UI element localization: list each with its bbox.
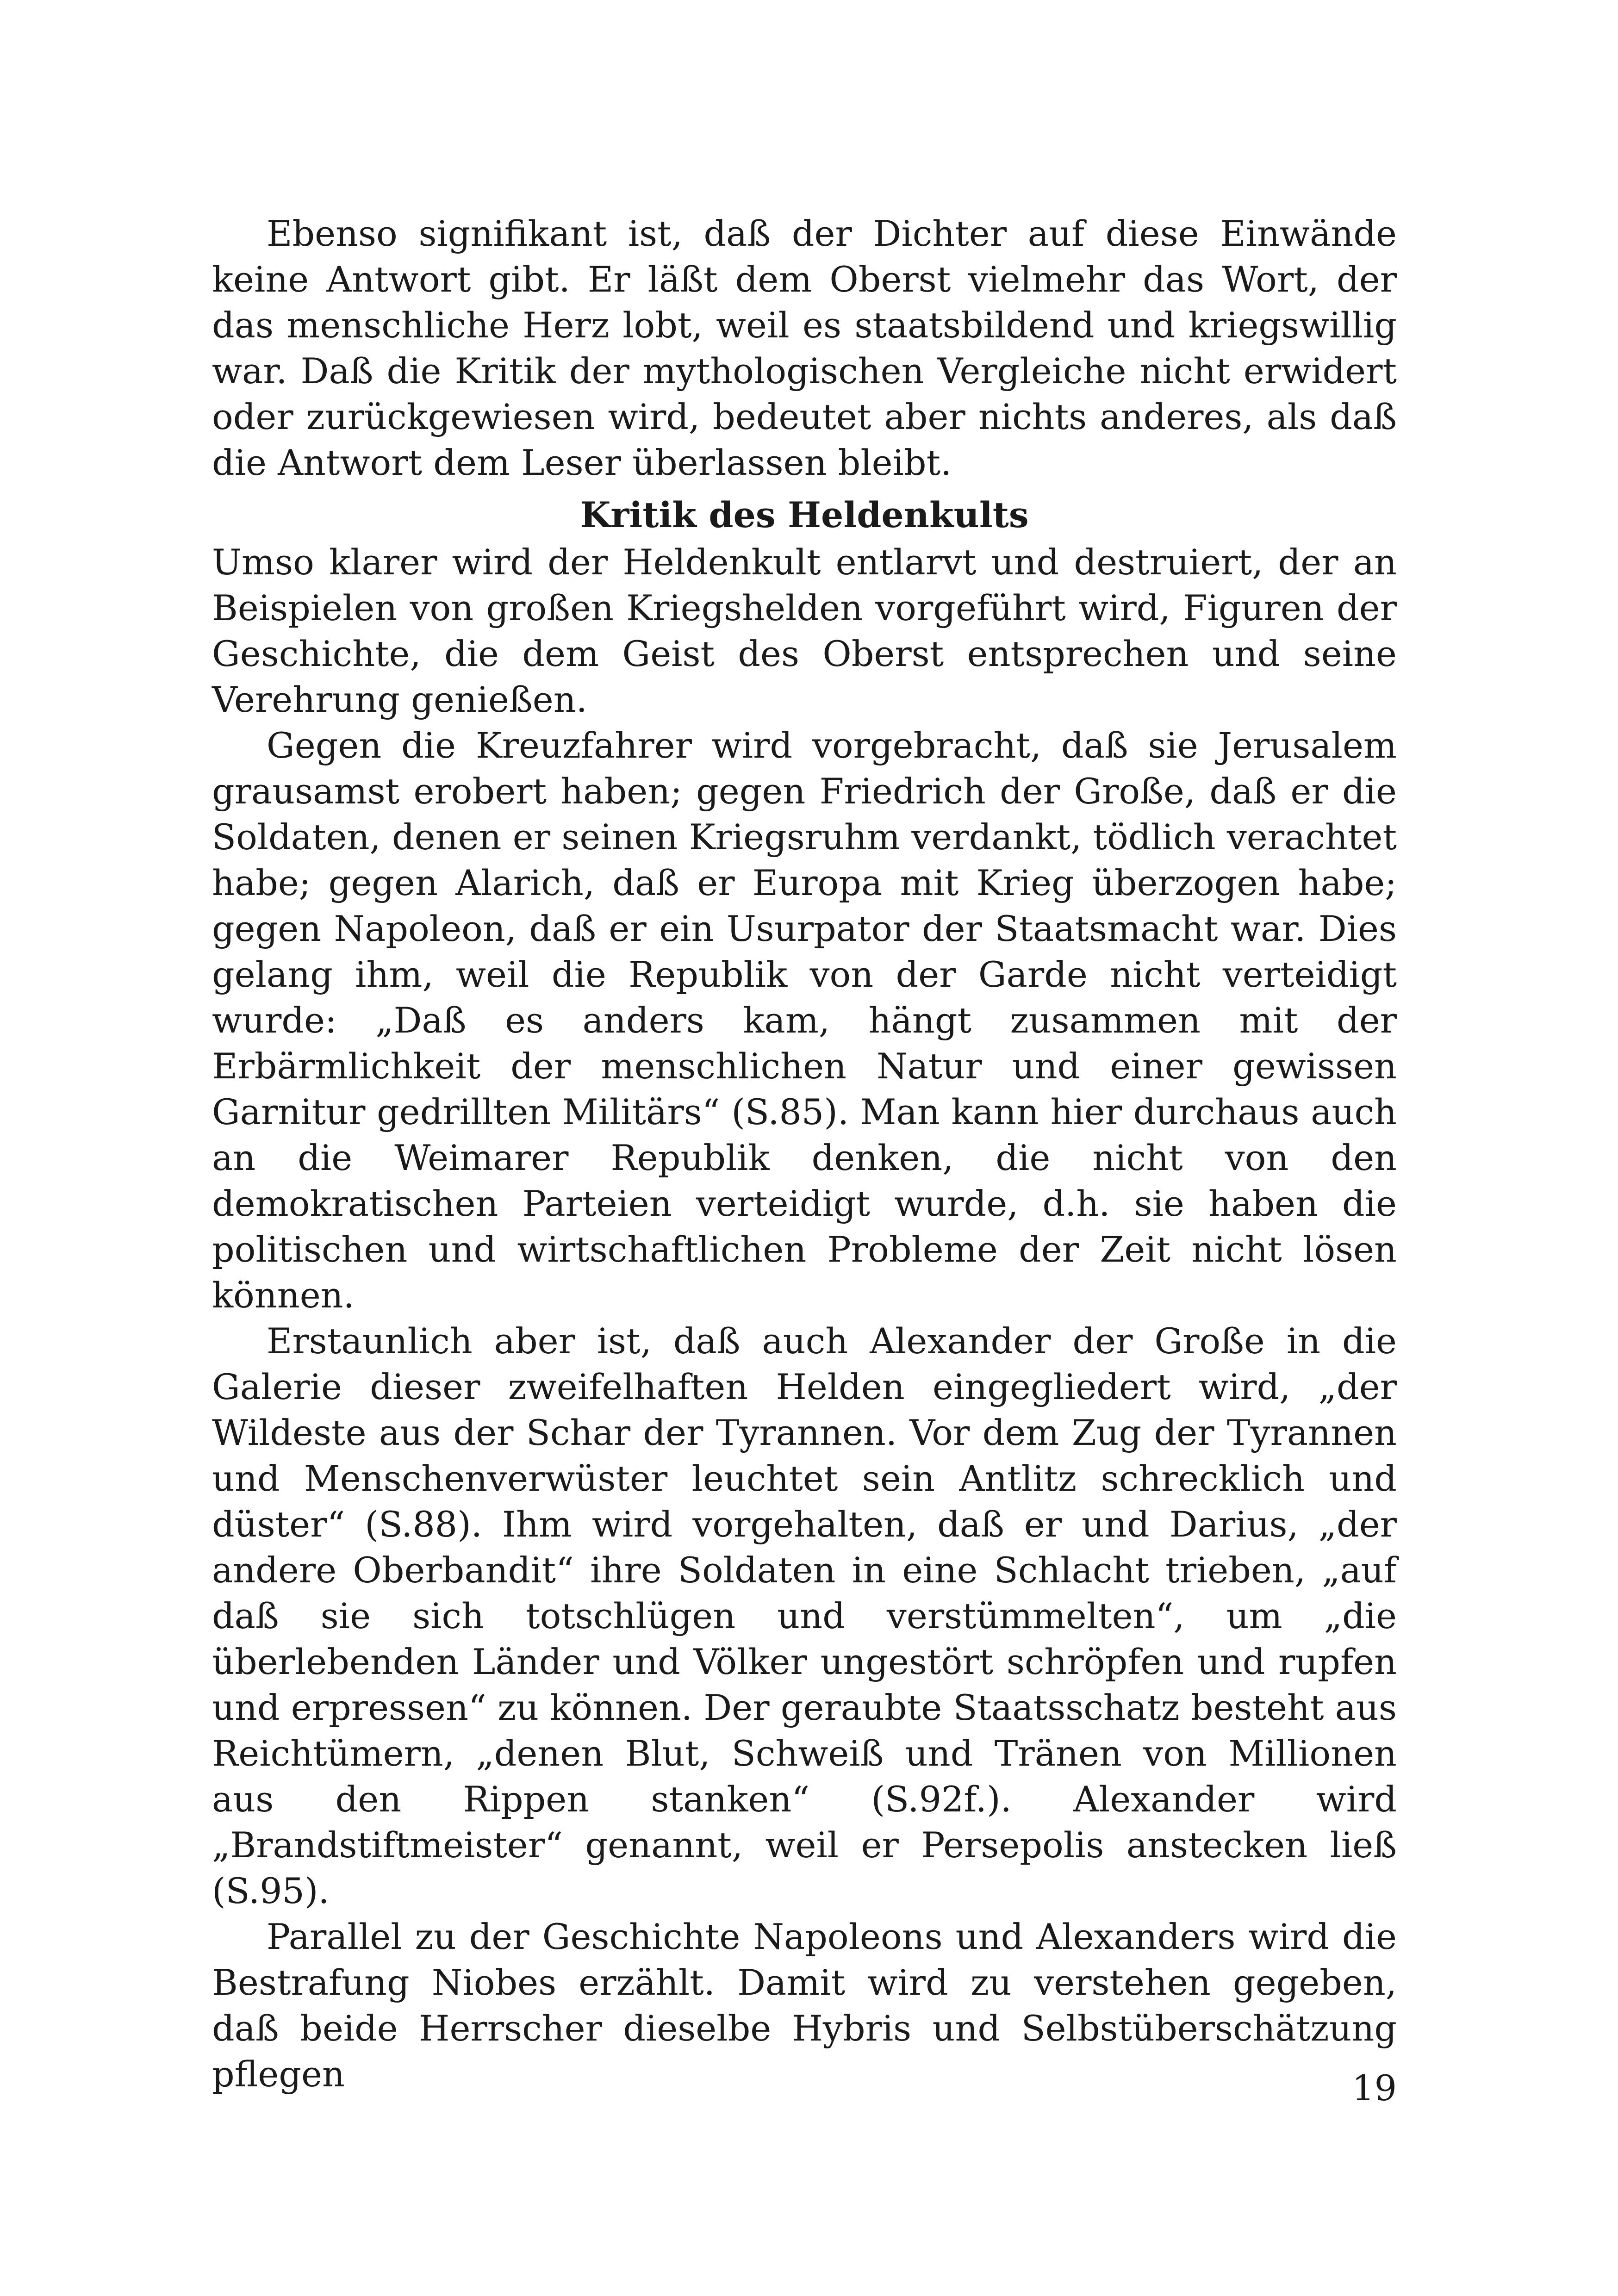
paragraph-kreuzfahrer: Gegen die Kreuzfahrer wird vorgebracht, daß sie Jerusalem grausamst erobert haben; gegen Friedrich der Große, daß er die Soldaten, denen er seinen Kriegsruhm verdankt, tödlich verachtet habe; gegen Alarich, daß er Europa mit Krieg überzogen habe; gegen Napoleon, daß er ein Usurpator der Staatsmacht war. Dies gelang ihm, weil die Republik von der Garde nicht verteidigt wurde: „Daß es anders kam, hängt zusammen mit der Erbärmlichkeit der menschlichen Natur und einer gewissen Garnitur gedrillten Militärs“ (S.85). Man kann hier durchaus auch an die Weimarer Republik denken, die nicht von den demokratischen Parteien verteidigt wurde, d.h. sie haben die politischen und wirtschaftlichen Probleme der Zeit nicht lösen können. [212,725,1397,1316]
paragraph-niobe: Parallel zu der Geschichte Napoleons und Alexanders wird die Bestrafung Niobes erzählt. Damit wird zu verstehen gegeben, daß beide Herrscher dieselbe Hybris und Selbstüberschätzung pflegen [212,1916,1397,2095]
paragraph-alexander: Erstaunlich aber ist, daß auch Alexander der Große in die Galerie dieser zweifelhaften Helden eingegliedert wird, „der Wildeste aus der Schar der Tyrannen. Vor dem Zug der Tyrannen und Menschenverwüster leuchtet sein Antlitz schrecklich und düster“ (S.88). Ihm wird vorgehalten, daß er und Darius, „der andere Oberbandit“ ihre Soldaten in eine Schlacht trieben, „auf daß sie sich totschlügen und verstümmelten“, um „die überlebenden Länder und Völker ungestört schröpfen und rupfen und erpressen“ zu können. Der geraubte Staatsschatz besteht aus Reichtümern, „denen Blut, Schweiß und Tränen von Millionen aus den Rippen stanken“ (S.92f.). Alexander wird „Brandstiftmeister“ genannt, weil er Persepolis anstecken ließ (S.95). [212,1320,1397,1911]
body-text [212,211,1397,2097]
page-number: 19 [1352,2067,1397,2109]
paragraph-heldenkult: Umso klarer wird der Heldenkult entlarvt und destruiert, der an Beispielen von großen Kriegshelden vorgeführt wird, Figuren der Geschichte, die dem Geist des Oberst entsprechen und seine Verehrung genießen. [212,541,1397,720]
paragraph-intro: Ebenso signifikant ist, daß der Dichter auf diese Einwände keine Antwort gibt. Er läßt dem Oberst vielmehr das Wort, der das menschliche Herz lobt, weil es staatsbildend und kriegswillig war. Daß die Kritik der mythologischen Vergleiche nicht erwidert oder zurückgewiesen wird, bedeutet aber nichts anderes, als daß die Antwort dem Leser überlassen bleibt. [212,213,1397,483]
section-heading: Kritik des Heldenkults [580,494,1029,535]
